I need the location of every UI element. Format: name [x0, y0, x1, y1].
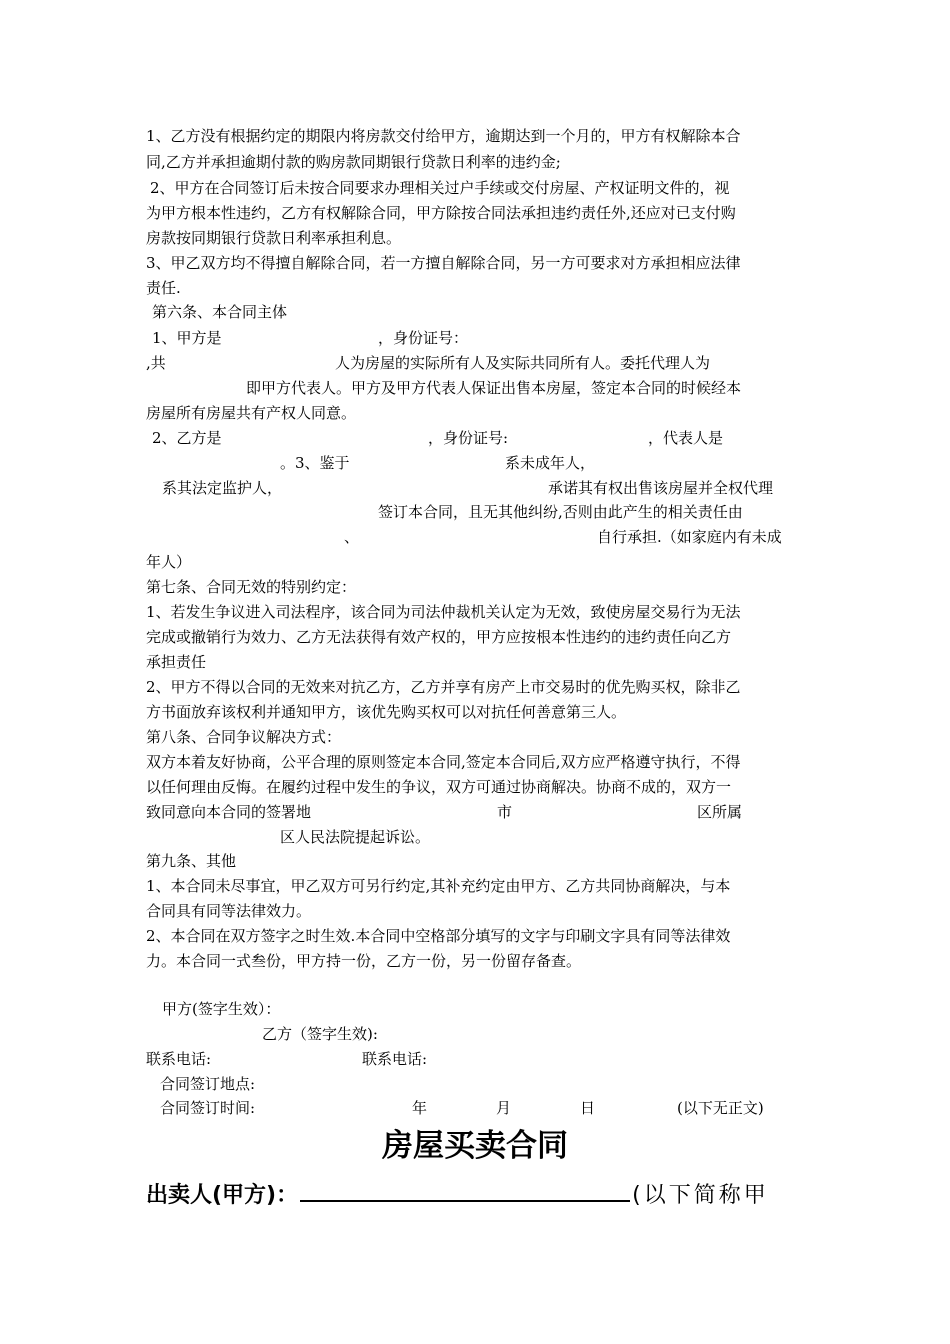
- text-line: ，身份证号:: [428, 429, 509, 447]
- text-line: ，身份证号：: [378, 329, 469, 347]
- contract-title: 房屋买卖合同: [382, 1128, 568, 1164]
- text-line: 完成或撤销行为效力、乙方无法获得有效产权的，甲方应按根本性违约的违约责任向乙方: [146, 628, 732, 646]
- text-line: 年人）: [146, 553, 192, 571]
- party-a-phone-label: 联系电话:: [146, 1050, 212, 1068]
- text-line: 以任何理由反悔。在履约过程中发生的争议，双方可通过协商解决。协商不成的，双方一: [146, 778, 732, 796]
- seller-line: [146, 1178, 769, 1214]
- party-a-signature-label: 甲方(签字生效）：: [162, 1000, 281, 1018]
- seller-name-blank: [300, 1178, 630, 1202]
- text-line: 2、甲方不得以合同的无效来对抗乙方，乙方并享有房产上市交易时的优先购买权，除非乙: [146, 678, 741, 696]
- text-line: 2、本合同在双方签字之时生效.本合同中空格部分填写的文字与印刷文字具有同等法律效: [146, 927, 731, 945]
- section-heading: 第八条、合同争议解决方式：: [146, 728, 342, 746]
- text-line: ,共: [146, 354, 166, 372]
- text-line: 1、本合同未尽事宜，甲乙双方可另行约定,其补充约定由甲方、乙方共同协商解决，与本: [146, 877, 731, 895]
- text-line: 1、乙方没有根据约定的期限内将房款交付给甲方，逾期达到一个月的，甲方有权解除本合: [146, 127, 741, 145]
- text-line: 、: [344, 528, 360, 546]
- end-of-text-note: (以下无正文): [677, 1099, 764, 1117]
- section-heading: 第九条、其他: [146, 852, 237, 870]
- text-line: 2、乙方是: [152, 429, 222, 447]
- year-label: 年: [412, 1099, 428, 1117]
- section-heading: 第七条、合同无效的特别约定：: [146, 578, 357, 596]
- text-line: 承诺其有权出售该房屋并全权代理: [548, 479, 774, 497]
- month-label: 月: [496, 1099, 512, 1117]
- text-line: 房屋所有房屋共有产权人同意。: [146, 404, 357, 422]
- text-line: 同,乙方并承担逾期付款的购房款同期银行贷款日利率的违约金;: [146, 153, 561, 171]
- text-line: 。3、鉴于: [280, 454, 350, 472]
- text-line: 致同意向本合同的签署地: [146, 803, 312, 821]
- day-label: 日: [580, 1099, 596, 1117]
- text-line: 区人民法院提起诉讼。: [280, 828, 431, 846]
- text-line: 为甲方根本性违约，乙方有权解除合同，甲方除按合同法承担违约责任外,还应对已支付购: [146, 204, 736, 222]
- text-line: 系未成年人，: [505, 454, 596, 472]
- text-line: 责任.: [146, 279, 181, 297]
- text-line: 2、甲方在合同签订后未按合同要求办理相关过户手续或交付房屋、产权证明文件的，视: [150, 179, 730, 197]
- text-line: 双方本着友好协商，公平合理的原则签定本合同,签定本合同后,双方应严格遵守执行，不得: [146, 753, 741, 771]
- seller-suffix: (以下简称甲: [632, 1183, 769, 1208]
- signing-place-label: 合同签订地点:: [160, 1075, 256, 1093]
- text-line: 1、若发生争议进入司法程序，该合同为司法仲裁机关认定为无效，致使房屋交易行为无法: [146, 603, 741, 621]
- text-line: 房款按同期银行贷款日利率承担利息。: [146, 229, 402, 247]
- seller-label: 出卖人(甲方)：: [146, 1183, 299, 1208]
- signing-time-label: 合同签订时间:: [160, 1099, 256, 1117]
- text-line: 即甲方代表人。甲方及甲方代表人保证出售本房屋，签定本合同的时候经本: [246, 379, 742, 397]
- text-line: 力。本合同一式叁份，甲方持一份，乙方一份，另一份留存备查。: [146, 952, 582, 970]
- text-line: 3、甲乙双方均不得擅自解除合同，若一方擅自解除合同，另一方可要求对方承担相应法律: [146, 254, 741, 272]
- text-line: 人为房屋的实际所有人及实际共同所有人。委托代理人为: [335, 354, 711, 372]
- text-line: 自行承担.（如家庭内有未成: [597, 528, 782, 546]
- text-line: ，代表人是: [648, 429, 724, 447]
- text-line: 市: [497, 803, 513, 821]
- text-line: 签订本合同，且无其他纠纷,否则由此产生的相关责任由: [378, 503, 743, 521]
- party-b-signature-label: 乙方（签字生效):: [262, 1025, 378, 1043]
- text-line: 方书面放弃该权利并通知甲方，该优先购买权可以对抗任何善意第三人。: [146, 703, 627, 721]
- section-heading: 第六条、本合同主体: [152, 303, 288, 321]
- party-b-phone-label: 联系电话:: [362, 1050, 428, 1068]
- text-line: 1、甲方是: [152, 329, 222, 347]
- text-line: 区所属: [697, 803, 743, 821]
- text-line: 合同具有同等法律效力。: [146, 902, 312, 920]
- text-line: 系其法定监护人，: [162, 479, 283, 497]
- text-line: 承担责任: [146, 653, 207, 671]
